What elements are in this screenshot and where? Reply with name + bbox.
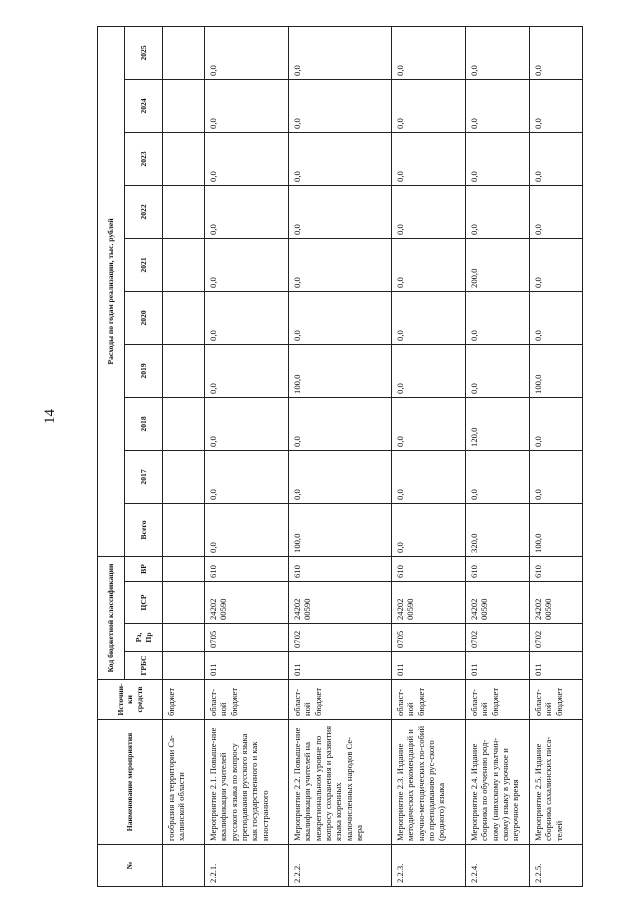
cell <box>163 132 205 185</box>
year-value: 0,0 <box>289 450 392 503</box>
year-value: 0,0 <box>466 344 530 397</box>
year-value: 0,0 <box>466 185 530 238</box>
table-row <box>289 26 392 886</box>
year-value: 0,0 <box>466 450 530 503</box>
year-value: 0,0 <box>392 344 466 397</box>
table-row <box>392 26 466 886</box>
year-value: 0,0 <box>205 79 289 132</box>
rzpr-code: 0705 <box>392 624 466 652</box>
header-no: № <box>98 845 163 887</box>
header-grbs: ГРБС <box>125 652 163 680</box>
year-value: 0,0 <box>530 79 583 132</box>
funding-source: област-ной бюджет <box>392 680 466 720</box>
table-row <box>205 26 289 886</box>
year-value: 0,0 <box>530 26 583 79</box>
header-year: 2020 <box>125 291 163 344</box>
header-vr: ВР <box>125 556 163 581</box>
year-value: 0,0 <box>392 26 466 79</box>
year-value: 120,0 <box>466 397 530 450</box>
csr-code: 24202 00590 <box>392 582 466 624</box>
year-value: 0,0 <box>205 344 289 397</box>
table-row <box>530 26 583 886</box>
cell <box>163 291 205 344</box>
measure-name: Мероприятие 2.2. Повыше-ние квалификации учителей на межрегиональном уровне по вопросу сохранения и развития языка коренных малочисленных народов Се-вера <box>289 720 392 845</box>
page-number: 14 <box>42 409 58 424</box>
header-year: 2022 <box>125 185 163 238</box>
header-source: Источни-ки средств <box>98 680 163 720</box>
continuation-row <box>163 26 205 886</box>
year-value: 0,0 <box>530 450 583 503</box>
year-value: 0,0 <box>392 132 466 185</box>
grbs-code: 011 <box>466 652 530 680</box>
funding-source: област-ной бюджет <box>205 680 289 720</box>
continuation-name: гообразия на территории Са-халинской области <box>163 720 205 845</box>
header-year: 2024 <box>125 79 163 132</box>
cell <box>163 185 205 238</box>
year-value: 0,0 <box>205 450 289 503</box>
year-value: 0,0 <box>392 291 466 344</box>
total-value: 0,0 <box>392 503 466 556</box>
cell <box>163 397 205 450</box>
year-value: 0,0 <box>392 450 466 503</box>
year-value: 0,0 <box>289 26 392 79</box>
year-value: 0,0 <box>205 291 289 344</box>
cell <box>163 450 205 503</box>
total-value: 0,0 <box>205 503 289 556</box>
year-value: 100,0 <box>289 344 392 397</box>
header-name: Наименование мероприятия <box>98 720 163 845</box>
year-value: 0,0 <box>289 238 392 291</box>
year-value: 0,0 <box>530 397 583 450</box>
cell <box>163 238 205 291</box>
measure-name: Мероприятие 2.1. Повыше-ние квалификации учителей русского языка по вопросу преподавания русского языка как государственного и как иностранного <box>205 720 289 845</box>
grbs-code: 011 <box>530 652 583 680</box>
funding-source: област-ной бюджет <box>466 680 530 720</box>
year-value: 0,0 <box>392 397 466 450</box>
year-value: 0,0 <box>466 291 530 344</box>
year-value: 0,0 <box>205 132 289 185</box>
vr-code: 610 <box>289 556 392 581</box>
year-value: 0,0 <box>289 132 392 185</box>
csr-code: 24202 00590 <box>466 582 530 624</box>
year-value: 0,0 <box>289 397 392 450</box>
cell <box>163 556 205 581</box>
rzpr-code: 0702 <box>289 624 392 652</box>
year-value: 0,0 <box>205 185 289 238</box>
cell <box>163 79 205 132</box>
year-value: 0,0 <box>205 397 289 450</box>
cell <box>163 503 205 556</box>
total-value: 100,0 <box>289 503 392 556</box>
year-value: 0,0 <box>289 291 392 344</box>
cell <box>163 652 205 680</box>
header-year: 2023 <box>125 132 163 185</box>
header-year: 2025 <box>125 26 163 79</box>
grbs-code: 011 <box>392 652 466 680</box>
year-value: 0,0 <box>530 238 583 291</box>
year-value: 0,0 <box>530 185 583 238</box>
funding-source: област-ной бюджет <box>289 680 392 720</box>
year-value: 0,0 <box>392 238 466 291</box>
header-budget-code: Код бюджетной классификации <box>98 556 125 679</box>
year-value: 0,0 <box>392 185 466 238</box>
year-value: 200,0 <box>466 238 530 291</box>
cell <box>163 26 205 79</box>
grbs-code: 011 <box>205 652 289 680</box>
grbs-code: 011 <box>289 652 392 680</box>
measure-name: Мероприятие 2.4. Издание сборника по обучению род-ному (нивхскому и ультчин-скому) языку в урочное и неурочное время <box>466 720 530 845</box>
row-number: 2.2.4. <box>466 845 530 887</box>
csr-code: 24202 00590 <box>530 582 583 624</box>
measure-name: Мероприятие 2.5. Издание сборника сахалинских писа-телей <box>530 720 583 845</box>
header-total: Всего <box>125 503 163 556</box>
year-value: 0,0 <box>205 26 289 79</box>
row-number: 2.2.3. <box>392 845 466 887</box>
row-number: 2.2.2. <box>289 845 392 887</box>
header-expenses: Расходы по годам реализации, тыс. рублей <box>98 26 125 556</box>
funding-source: област-ной бюджет <box>530 680 583 720</box>
rzpr-code: 0705 <box>205 624 289 652</box>
cell <box>163 344 205 397</box>
vr-code: 610 <box>392 556 466 581</box>
header-row-1 <box>98 26 125 886</box>
header-year: 2019 <box>125 344 163 397</box>
cell <box>163 582 205 624</box>
row-number: 2.2.1. <box>205 845 289 887</box>
year-value: 0,0 <box>289 79 392 132</box>
total-value: 320,0 <box>466 503 530 556</box>
year-value: 100,0 <box>530 344 583 397</box>
csr-code: 24202 00590 <box>205 582 289 624</box>
cell <box>163 845 205 887</box>
year-value: 0,0 <box>530 291 583 344</box>
table-row <box>466 26 530 886</box>
vr-code: 610 <box>466 556 530 581</box>
header-csr: ЦСР <box>125 582 163 624</box>
year-value: 0,0 <box>530 132 583 185</box>
budget-table <box>97 26 583 887</box>
row-number: 2.2.5. <box>530 845 583 887</box>
csr-code: 24202 00590 <box>289 582 392 624</box>
header-year: 2017 <box>125 450 163 503</box>
cell <box>163 624 205 652</box>
year-value: 0,0 <box>466 79 530 132</box>
year-value: 0,0 <box>466 26 530 79</box>
header-year: 2018 <box>125 397 163 450</box>
total-value: 100,0 <box>530 503 583 556</box>
measure-name: Мероприятие 2.3. Издание методических рекомендаций и научно-методических по-собий по преподаванию рус-ского (родного) языка <box>392 720 466 845</box>
rotated-table-container <box>97 27 582 887</box>
year-value: 0,0 <box>392 79 466 132</box>
year-value: 0,0 <box>289 185 392 238</box>
rzpr-code: 0702 <box>466 624 530 652</box>
vr-code: 610 <box>530 556 583 581</box>
rzpr-code: 0702 <box>530 624 583 652</box>
year-value: 0,0 <box>205 238 289 291</box>
year-value: 0,0 <box>466 132 530 185</box>
header-year: 2021 <box>125 238 163 291</box>
vr-code: 610 <box>205 556 289 581</box>
header-rzpr: Рз, Пр <box>125 624 163 652</box>
continuation-source: бюджет <box>163 680 205 720</box>
